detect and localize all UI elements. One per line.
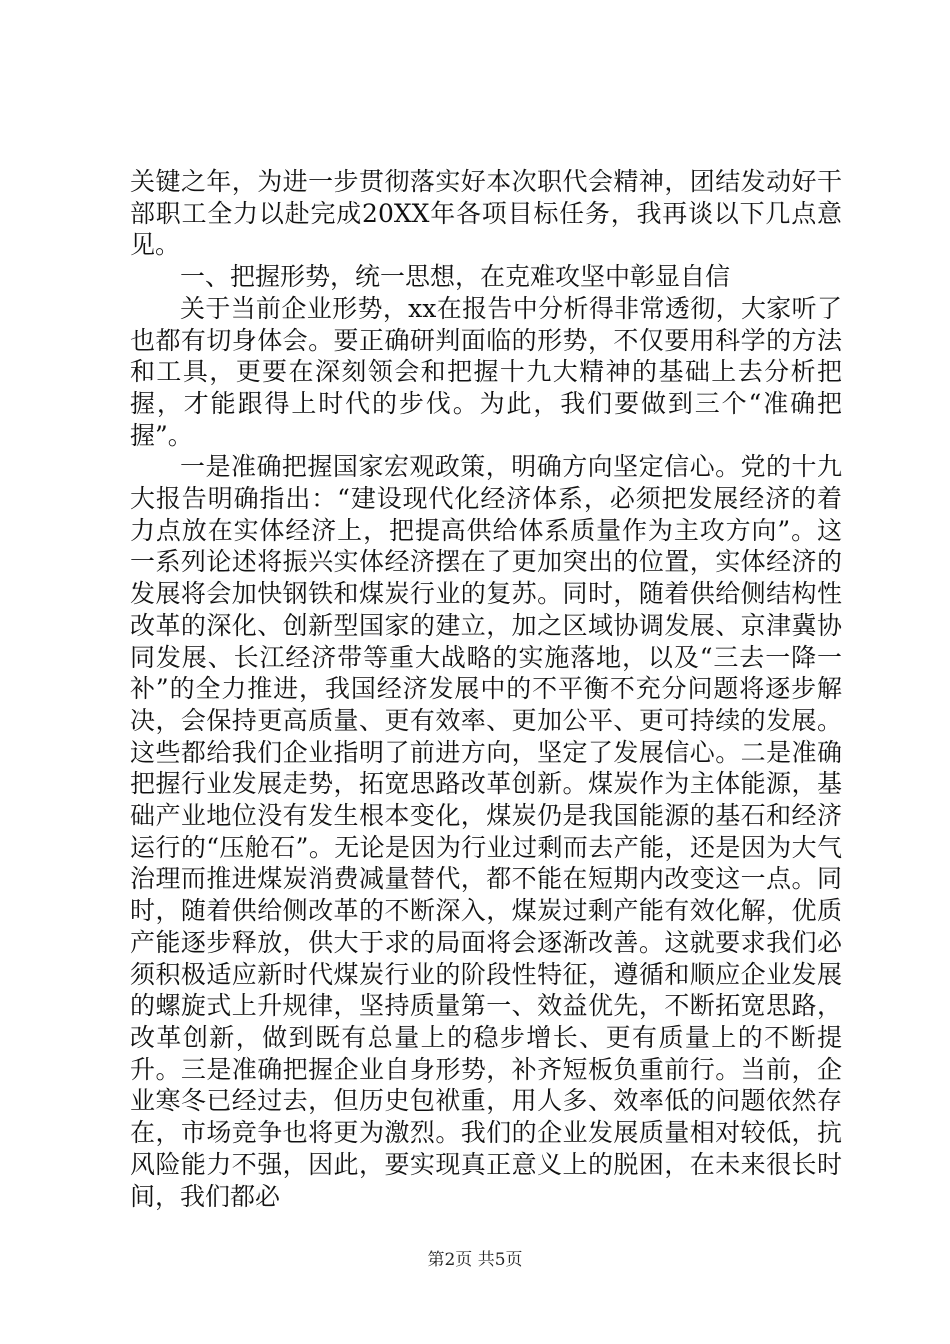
paragraph-continuation: 关键之年，为进一步贯彻落实好本次职代会精神，团结发动好干部职工全力以赴完成20XX年各项目标任务，我再谈以下几点意见。 bbox=[130, 167, 842, 260]
document-body bbox=[130, 166, 842, 1212]
paragraph-three-points: 一是准确把握国家宏观政策，明确方向坚定信心。党的十九大报告明确指出：“建设现代化经济体系，必须把发展经济的着力点放在实体经济上，把提高供给体系质量作为主攻方向”。这一系列论述将振兴实体经济摆在了更加突出的位置，实体经济的发展将会加快钢铁和煤炭行业的复苏。同时，随着供给侧结构性改革的深化、创新型国家的建立，加之区域协调发展、京津冀协同发展、长江经济带等重大战略的实施落地，以及“三去一降一补”的全力推进，我国经济发展中的不平衡不充分问题将逐步解决，会保持更高质量、更有效率、更加公平、更可持续的发展。这些都给我们企业指明了前进方向，坚定了发展信心。二是准确把握行业发展走势，拓宽思路改革创新。煤炭作为主体能源，基础产业地位没有发生根本变化，煤炭仍是我国能源的基石和经济运行的“压舱石”。无论是因为行业过剩而去产能，还是因为大气治理而推进煤炭消费减量替代，都不能在短期内改变这一点。同时，随着供给侧改革的不断深入，煤炭过剩产能有效化解，优质产能逐步释放，供大于求的局面将会逐渐改善。这就要求我们必须积极适应新时代煤炭行业的阶段性特征，遵循和顺应企业发展的螺旋式上升规律，坚持质量第一、效益优先，不断拓宽思路，改革创新，做到既有总量上的稳步增长、更有质量上的不断提升。三是准确把握企业自身形势，补齐短板负重前行。当前，企业寒冬已经过去，但历史包袱重，用人多、效率低的问题依然存在，市场竞争也将更为激烈。我们的企业发展质量相对较低，抗风险能力不强，因此，要实现真正意义上的脱困，在未来很长时间，我们都必 bbox=[130, 452, 842, 1211]
section-heading: 一、把握形势，统一思想，在克难攻坚中彰显自信 bbox=[180, 262, 731, 292]
page-footer: 第2页 共5页 bbox=[427, 1250, 523, 1270]
paragraph-situation: 关于当前企业形势，xx在报告中分析得非常透彻，大家听了也都有切身体会。要正确研判面临的形势，不仅要用科学的方法和工具，更要在深刻领会和把握十九大精神的基础上去分析把握，才能跟得上时代的步伐。为此，我们要做到三个“准确把握”。 bbox=[130, 293, 842, 450]
